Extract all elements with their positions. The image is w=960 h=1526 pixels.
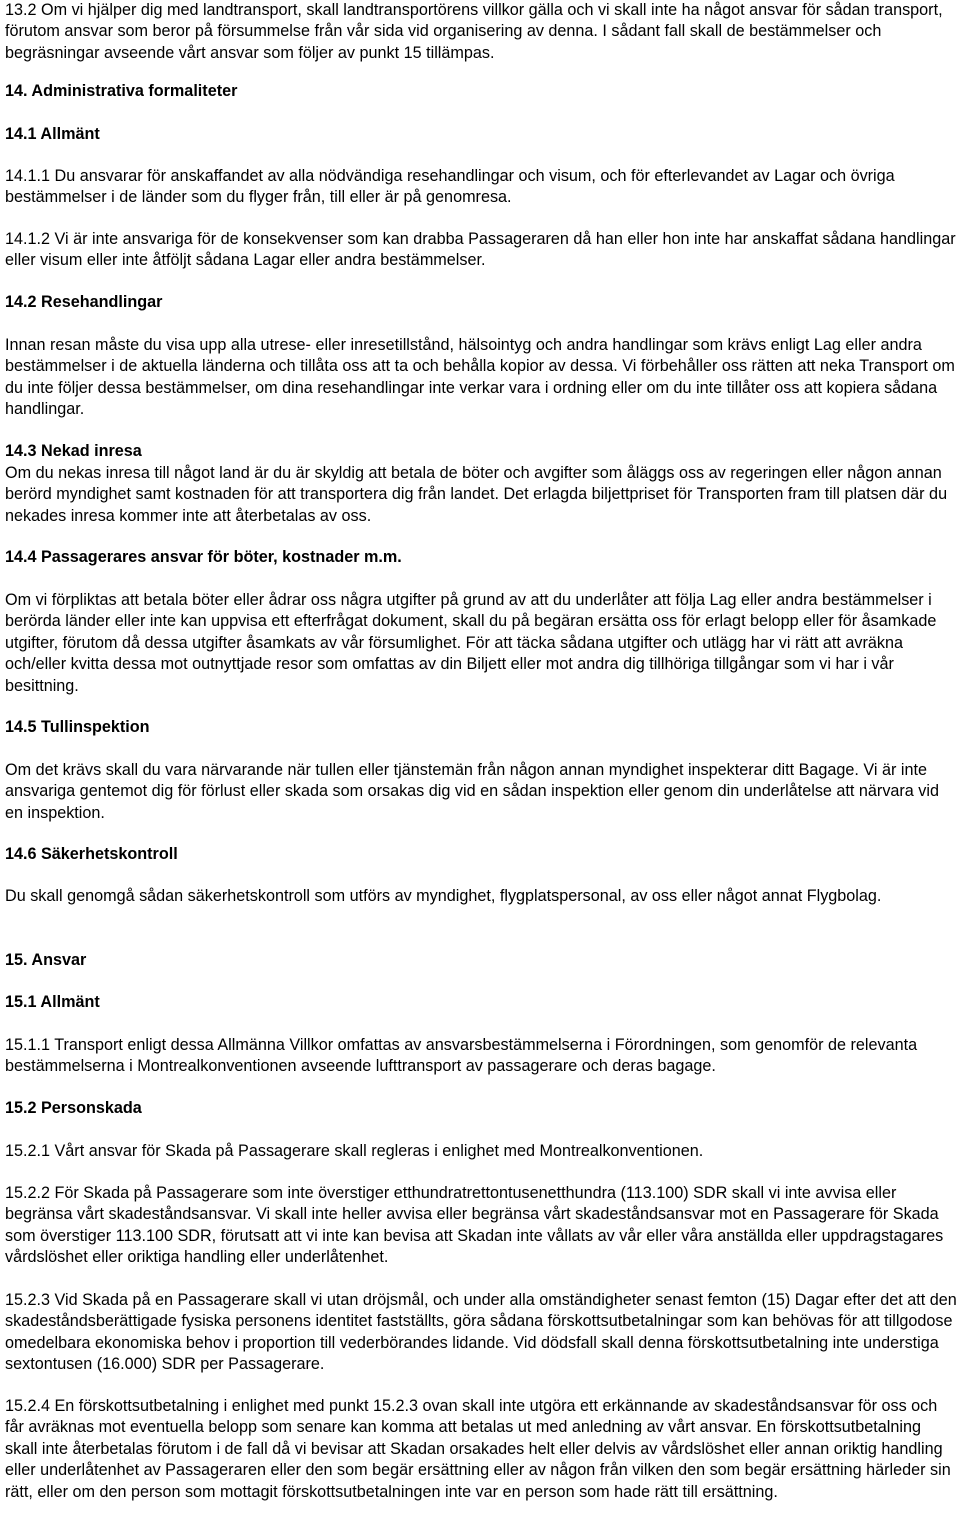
paragraph-14-2: Innan resan måste du visa upp alla utrese- eller inresetillstånd, hälsointyg och andra handlingar som krävs enligt Lag eller andra bestämmelser i de aktuella länderna och tillåta oss att ta och behålla kopior av dessa. Vi förbehåller oss rätten att neka Transport om du inte följer dessa bestämmelser, om dina resehandlingar inte verkar vara i ordning eller om du inte tillåter oss att kopiera sådana handlingar. <box>5 336 955 419</box>
paragraph-14-3: Om du nekas inresa till något land är du är skyldig att betala de böter och avgifter som åläggs oss av regeringen eller någon annan berörd myndighet samt kostnaden för att transportera dig från landet. Det erlagda biljettpriset för Transporten fram till platsen där du nekades inresa kommer inte att återbetalas av oss. <box>5 464 948 525</box>
heading-15-2: 15.2 Personskada <box>5 1099 142 1117</box>
paragraph-13-2: 13.2 Om vi hjälper dig med landtransport, skall landtransportörens villkor gälla och vi skall inte ha något ansvar för sådan transport, förutom ansvar som beror på försummelse från vår sida vid organisering av denna. I sådant fall skall de bestämmelser och begräsningar avseende vårt ansvar som följer av punkt 15 tillämpas. <box>5 1 943 62</box>
heading-14-1: 14.1 Allmänt <box>5 125 100 143</box>
heading-15: 15. Ansvar <box>5 951 87 969</box>
paragraph-14-5: Om det krävs skall du vara närvarande när tullen eller tjänstemän från någon annan myndighet inspekterar ditt Bagage. Vi är inte ansvariga gentemot dig för förlust eller skada som orsakas dig vid en sådan inspektion eller genom din underlåtelse att närvara vid en inspektion. <box>5 761 939 822</box>
paragraph-14-1-1: 14.1.1 Du ansvarar för anskaffandet av alla nödvändiga resehandlingar och visum, och för efterlevandet av Lagar och övriga bestämmelser i de länder som du flyger från, till eller är på genomresa. <box>5 167 895 207</box>
paragraph-14-4: Om vi förpliktas att betala böter eller ådrar oss några utgifter på grund av att du underlåter att följa Lag eller andra bestämmelser i berörda länder eller inte kan uppvisa ett efterfrågat dokument, skall du på begäran ersätta oss för erlagt belopp eller för åsamkade utgifter, förutom då dessa utgifter åsamkats av vår försumlighet. För att täcka sådana utgifter och utlägg har vi rätt att avräkna och/eller kvitta dessa mot outnyttjade resor som omfattas av din Biljett eller mot andra dig tillhöriga tillgångar som vi har i vår besittning. <box>5 591 937 695</box>
paragraph-15-2-1: 15.2.1 Vårt ansvar för Skada på Passagerare skall regleras i enlighet med Montrealkonventionen. <box>5 1142 704 1160</box>
paragraph-15-1-1: 15.1.1 Transport enligt dessa Allmänna Villkor omfattas av ansvarsbestämmelserna i Förordningen, som genomför de relevanta bestämmelserna i Montrealkonventionen avseende lufttransport av passagerare och deras bagage. <box>5 1036 918 1076</box>
heading-14-6: 14.6 Säkerhetskontroll <box>5 845 178 863</box>
paragraph-14-1-2: 14.1.2 Vi är inte ansvariga för de konsekvenser som kan drabba Passageraren då han eller hon inte har anskaffat sådana handlingar eller visum eller inte åtföljt sådana Lagar eller andra bestämmelser. <box>5 230 956 270</box>
paragraph-15-2-2: 15.2.2 För Skada på Passagerare som inte överstiger etthundratrettontusenetthundra (113.100) SDR skall vi inte avvisa eller begränsa vårt skadeståndsansvar. Vi skall inte heller avvisa eller begränsa vårt skadeståndsansvar mot en Passagerare för Skada som överstiger 113.100 SDR, förutsatt att vi inte kan bevisa att Skadan inte vållats av vår eller våra anställda eller uppdragstagares vårdslöshet eller oriktiga handling eller underlåtenhet. <box>5 1184 944 1267</box>
paragraph-15-2-4: 15.2.4 En förskottsutbetalning i enlighet med punkt 15.2.3 ovan skall inte utgöra ett erkännande av skadeståndsansvar för oss och får avräknas mot eventuella belopp som senare kan komma att betalas ut med anledning av vårt ansvar. En förskottsutbetalning skall inte återbetalas förutom i de fall då vi bevisar att Skadan orsakades helt eller delvis av vårdslöshet eller annan oriktig handling eller underlåtenhet av Passageraren eller den som begär ersättning eller av någon från vilken den som begär ersättning härleder sin rätt, eller om den person som mottagit förskottsutbetalningen inte var en person som hade rätt till ersättning. <box>5 1397 951 1501</box>
heading-14-3: 14.3 Nekad inresa <box>5 442 142 460</box>
paragraph-14-6: Du skall genomgå sådan säkerhetskontroll som utförs av myndighet, flygplatspersonal, av oss eller något annat Flygbolag. <box>5 887 882 905</box>
heading-14: 14. Administrativa formaliteter <box>5 82 238 100</box>
heading-14-5: 14.5 Tullinspektion <box>5 718 150 736</box>
heading-15-1: 15.1 Allmänt <box>5 993 100 1011</box>
heading-14-2: 14.2 Resehandlingar <box>5 293 163 311</box>
heading-14-4: 14.4 Passagerares ansvar för böter, kostnader m.m. <box>5 548 402 566</box>
paragraph-15-2-3: 15.2.3 Vid Skada på en Passagerare skall vi utan dröjsmål, och under alla omständigheter senast femton (15) Dagar efter det att den skadeståndsberättigade fysiska personens identitet fastställts, göra sådana förskottsutbetalningar som kan behövas för att tillgodose omedelbara ekonomiska behov i proportion till vederbörandes lidande. Vid dödsfall skall denna förskottsutbetalning inte understiga sextontusen (16.000) SDR per Passagerare. <box>5 1291 957 1374</box>
